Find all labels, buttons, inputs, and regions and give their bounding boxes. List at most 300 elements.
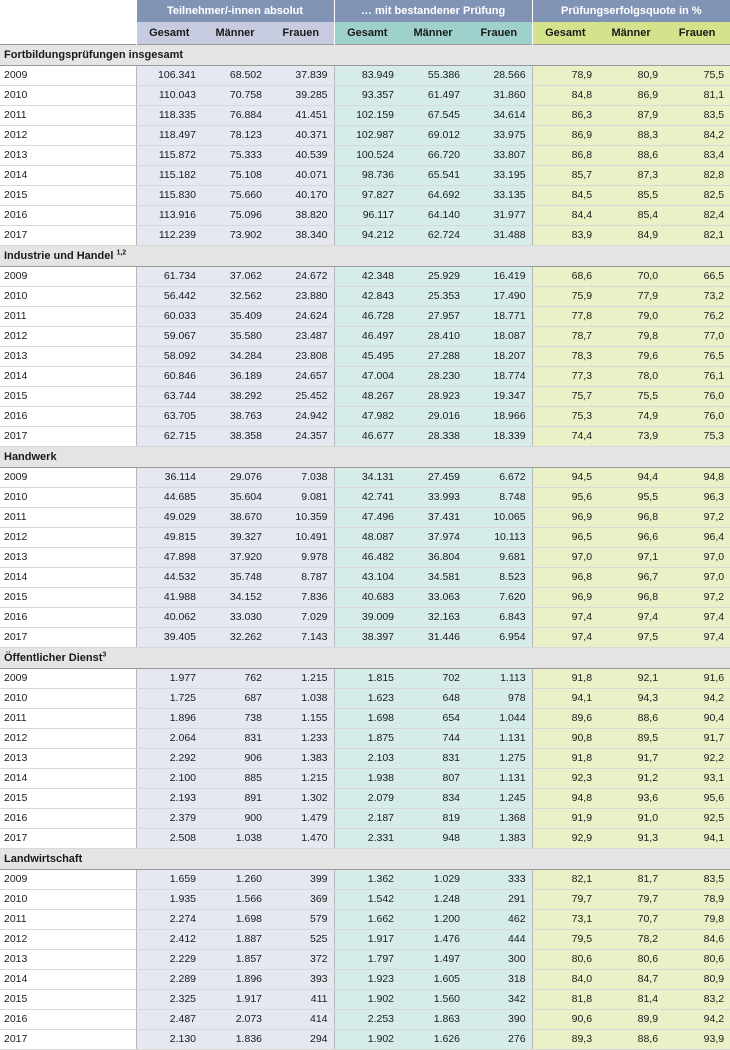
value-cell: 300: [466, 950, 532, 970]
table-row: [0, 930, 730, 950]
year-cell: 2015: [0, 789, 136, 809]
value-cell: 16.419: [466, 267, 532, 287]
value-cell: 2.331: [334, 829, 400, 849]
value-cell: 75,3: [664, 427, 730, 447]
value-cell: 79,6: [598, 347, 664, 367]
table-row: [0, 528, 730, 548]
value-cell: 102.987: [334, 126, 400, 146]
table-row: [0, 206, 730, 226]
value-cell: 75,3: [532, 407, 598, 427]
table-row: [0, 608, 730, 628]
value-cell: 2.103: [334, 749, 400, 769]
table-row: [0, 829, 730, 849]
year-cell: 2010: [0, 86, 136, 106]
value-cell: 6.672: [466, 468, 532, 488]
value-cell: 1.215: [268, 669, 334, 689]
value-cell: 96,8: [598, 508, 664, 528]
value-cell: 75.108: [202, 166, 268, 186]
value-cell: 79,8: [598, 327, 664, 347]
value-cell: 118.335: [136, 106, 202, 126]
value-cell: 34.284: [202, 347, 268, 367]
value-cell: 91,3: [598, 829, 664, 849]
value-cell: 58.092: [136, 347, 202, 367]
value-cell: 82,1: [664, 226, 730, 246]
value-cell: 55.386: [400, 66, 466, 86]
value-cell: 948: [400, 829, 466, 849]
value-cell: 8.748: [466, 488, 532, 508]
table-row: [0, 870, 730, 890]
value-cell: 702: [400, 669, 466, 689]
value-cell: 82,8: [664, 166, 730, 186]
value-cell: 65.541: [400, 166, 466, 186]
year-cell: 2014: [0, 166, 136, 186]
value-cell: 41.988: [136, 588, 202, 608]
section-title-text: Öffentlicher Dienst: [4, 652, 103, 664]
value-cell: 113.916: [136, 206, 202, 226]
year-cell: 2013: [0, 347, 136, 367]
year-cell: 2011: [0, 709, 136, 729]
value-cell: 92,3: [532, 769, 598, 789]
value-cell: 80,9: [664, 970, 730, 990]
value-cell: 1.857: [202, 950, 268, 970]
value-cell: 654: [400, 709, 466, 729]
value-cell: 40.062: [136, 608, 202, 628]
value-cell: 2.412: [136, 930, 202, 950]
section-title: [0, 447, 730, 468]
value-cell: 1.383: [268, 749, 334, 769]
section-header: [0, 648, 730, 669]
value-cell: 89,3: [532, 1030, 598, 1050]
value-cell: 78,9: [664, 890, 730, 910]
section-title-text: Landwirtschaft: [4, 853, 83, 865]
value-cell: 1.875: [334, 729, 400, 749]
value-cell: 37.062: [202, 267, 268, 287]
year-cell: 2011: [0, 307, 136, 327]
year-cell: 2016: [0, 206, 136, 226]
value-cell: 1.200: [400, 910, 466, 930]
value-cell: 73,9: [598, 427, 664, 447]
value-cell: 85,4: [598, 206, 664, 226]
value-cell: 32.262: [202, 628, 268, 648]
section-header: [0, 447, 730, 468]
year-cell: 2009: [0, 669, 136, 689]
value-cell: 97,0: [664, 548, 730, 568]
value-cell: 18.339: [466, 427, 532, 447]
value-cell: 40.071: [268, 166, 334, 186]
year-cell: 2013: [0, 749, 136, 769]
value-cell: 33.195: [466, 166, 532, 186]
value-cell: 84,5: [532, 186, 598, 206]
value-cell: 59.067: [136, 327, 202, 347]
table-row: [0, 407, 730, 427]
value-cell: 24.624: [268, 307, 334, 327]
value-cell: 1.836: [202, 1030, 268, 1050]
col-rate-total: Gesamt: [532, 22, 598, 45]
value-cell: 38.397: [334, 628, 400, 648]
value-cell: 1.887: [202, 930, 268, 950]
value-cell: 1.935: [136, 890, 202, 910]
value-cell: 1.275: [466, 749, 532, 769]
value-cell: 92,9: [532, 829, 598, 849]
value-cell: 1.923: [334, 970, 400, 990]
value-cell: 84,4: [532, 206, 598, 226]
value-cell: 34.152: [202, 588, 268, 608]
value-cell: 77,0: [664, 327, 730, 347]
value-cell: 10.065: [466, 508, 532, 528]
table-row: [0, 488, 730, 508]
value-cell: 411: [268, 990, 334, 1010]
value-cell: 294: [268, 1030, 334, 1050]
value-cell: 75,7: [532, 387, 598, 407]
value-cell: 32.163: [400, 608, 466, 628]
value-cell: 94,4: [598, 468, 664, 488]
value-cell: 97,4: [598, 608, 664, 628]
value-cell: 84,9: [598, 226, 664, 246]
value-cell: 41.451: [268, 106, 334, 126]
value-cell: 46.728: [334, 307, 400, 327]
value-cell: 819: [400, 809, 466, 829]
value-cell: 46.677: [334, 427, 400, 447]
value-cell: 62.724: [400, 226, 466, 246]
value-cell: 648: [400, 689, 466, 709]
year-cell: 2012: [0, 930, 136, 950]
value-cell: 7.038: [268, 468, 334, 488]
value-cell: 1.368: [466, 809, 532, 829]
year-cell: 2009: [0, 267, 136, 287]
value-cell: 89,6: [532, 709, 598, 729]
value-cell: 74,9: [598, 407, 664, 427]
value-cell: 38.820: [268, 206, 334, 226]
header-corner-sub: [0, 22, 136, 45]
value-cell: 17.490: [466, 287, 532, 307]
value-cell: 1.698: [334, 709, 400, 729]
value-cell: 10.491: [268, 528, 334, 548]
table-row: [0, 307, 730, 327]
value-cell: 63.705: [136, 407, 202, 427]
value-cell: 83,2: [664, 990, 730, 1010]
value-cell: 88,6: [598, 146, 664, 166]
value-cell: 1.113: [466, 669, 532, 689]
value-cell: 291: [466, 890, 532, 910]
value-cell: 42.348: [334, 267, 400, 287]
value-cell: 25.929: [400, 267, 466, 287]
value-cell: 23.487: [268, 327, 334, 347]
value-cell: 97,2: [664, 508, 730, 528]
value-cell: 31.488: [466, 226, 532, 246]
table-row: [0, 468, 730, 488]
value-cell: 1.902: [334, 990, 400, 1010]
value-cell: 39.285: [268, 86, 334, 106]
value-cell: 33.030: [202, 608, 268, 628]
value-cell: 73.902: [202, 226, 268, 246]
value-cell: 31.977: [466, 206, 532, 226]
value-cell: 78,0: [598, 367, 664, 387]
year-cell: 2015: [0, 588, 136, 608]
value-cell: 27.459: [400, 468, 466, 488]
value-cell: 96,7: [598, 568, 664, 588]
value-cell: 78,7: [532, 327, 598, 347]
value-cell: 83,5: [664, 106, 730, 126]
value-cell: 91,7: [598, 749, 664, 769]
value-cell: 9.681: [466, 548, 532, 568]
year-cell: 2017: [0, 628, 136, 648]
value-cell: 23.808: [268, 347, 334, 367]
value-cell: 2.193: [136, 789, 202, 809]
value-cell: 49.815: [136, 528, 202, 548]
value-cell: 118.497: [136, 126, 202, 146]
value-cell: 96,3: [664, 488, 730, 508]
year-cell: 2010: [0, 890, 136, 910]
value-cell: 112.239: [136, 226, 202, 246]
value-cell: 64.140: [400, 206, 466, 226]
value-cell: 1.497: [400, 950, 466, 970]
col-passed-men: Männer: [400, 22, 466, 45]
value-cell: 33.975: [466, 126, 532, 146]
value-cell: 91,7: [664, 729, 730, 749]
year-cell: 2017: [0, 427, 136, 447]
value-cell: 34.131: [334, 468, 400, 488]
value-cell: 91,9: [532, 809, 598, 829]
value-cell: 390: [466, 1010, 532, 1030]
value-cell: 86,3: [532, 106, 598, 126]
year-cell: 2016: [0, 809, 136, 829]
year-cell: 2013: [0, 146, 136, 166]
value-cell: 414: [268, 1010, 334, 1030]
value-cell: 64.692: [400, 186, 466, 206]
section-title: [0, 648, 730, 669]
value-cell: 80,6: [598, 950, 664, 970]
value-cell: 28.923: [400, 387, 466, 407]
value-cell: 38.292: [202, 387, 268, 407]
value-cell: 28.566: [466, 66, 532, 86]
table-row: [0, 126, 730, 146]
value-cell: 68.502: [202, 66, 268, 86]
value-cell: 83.949: [334, 66, 400, 86]
value-cell: 33.063: [400, 588, 466, 608]
value-cell: 76.884: [202, 106, 268, 126]
value-cell: 70,0: [598, 267, 664, 287]
value-cell: 75.333: [202, 146, 268, 166]
value-cell: 92,5: [664, 809, 730, 829]
value-cell: 579: [268, 910, 334, 930]
value-cell: 91,8: [532, 669, 598, 689]
value-cell: 1.725: [136, 689, 202, 709]
value-cell: 462: [466, 910, 532, 930]
value-cell: 94,1: [532, 689, 598, 709]
value-cell: 2.274: [136, 910, 202, 930]
value-cell: 2.073: [202, 1010, 268, 1030]
table-row: [0, 66, 730, 86]
value-cell: 38.763: [202, 407, 268, 427]
value-cell: 37.920: [202, 548, 268, 568]
value-cell: 33.135: [466, 186, 532, 206]
year-cell: 2015: [0, 990, 136, 1010]
value-cell: 1.938: [334, 769, 400, 789]
table-row: [0, 890, 730, 910]
year-cell: 2011: [0, 910, 136, 930]
value-cell: 87,3: [598, 166, 664, 186]
value-cell: 42.741: [334, 488, 400, 508]
value-cell: 32.562: [202, 287, 268, 307]
value-cell: 90,8: [532, 729, 598, 749]
value-cell: 1.155: [268, 709, 334, 729]
value-cell: 91,2: [598, 769, 664, 789]
value-cell: 79,5: [532, 930, 598, 950]
value-cell: 1.233: [268, 729, 334, 749]
year-cell: 2017: [0, 226, 136, 246]
year-cell: 2009: [0, 468, 136, 488]
value-cell: 79,7: [598, 890, 664, 910]
value-cell: 47.496: [334, 508, 400, 528]
value-cell: 1.044: [466, 709, 532, 729]
table-row: [0, 347, 730, 367]
value-cell: 93.357: [334, 86, 400, 106]
value-cell: 1.038: [268, 689, 334, 709]
table-row: [0, 669, 730, 689]
col-passed-women: Frauen: [466, 22, 532, 45]
header-group-participants: Teilnehmer/-innen absolut: [136, 0, 334, 22]
table-body: [0, 45, 730, 1050]
value-cell: 29.016: [400, 407, 466, 427]
value-cell: 28.338: [400, 427, 466, 447]
value-cell: 81,4: [598, 990, 664, 1010]
value-cell: 115.182: [136, 166, 202, 186]
section-header: [0, 45, 730, 66]
value-cell: 1.383: [466, 829, 532, 849]
value-cell: 831: [400, 749, 466, 769]
value-cell: 906: [202, 749, 268, 769]
value-cell: 46.497: [334, 327, 400, 347]
value-cell: 84,6: [664, 930, 730, 950]
value-cell: 1.038: [202, 829, 268, 849]
value-cell: 35.604: [202, 488, 268, 508]
year-cell: 2009: [0, 870, 136, 890]
value-cell: 45.495: [334, 347, 400, 367]
value-cell: 47.982: [334, 407, 400, 427]
col-passed-total: Gesamt: [334, 22, 400, 45]
value-cell: 31.860: [466, 86, 532, 106]
year-cell: 2012: [0, 327, 136, 347]
value-cell: 38.340: [268, 226, 334, 246]
value-cell: 9.081: [268, 488, 334, 508]
table-row: [0, 508, 730, 528]
value-cell: 91,0: [598, 809, 664, 829]
value-cell: 86,8: [532, 146, 598, 166]
value-cell: 834: [400, 789, 466, 809]
value-cell: 43.104: [334, 568, 400, 588]
table-row: [0, 990, 730, 1010]
value-cell: 106.341: [136, 66, 202, 86]
value-cell: 1.248: [400, 890, 466, 910]
value-cell: 66,5: [664, 267, 730, 287]
value-cell: 75,5: [598, 387, 664, 407]
value-cell: 10.113: [466, 528, 532, 548]
year-cell: 2016: [0, 1010, 136, 1030]
year-cell: 2010: [0, 287, 136, 307]
table-row: [0, 427, 730, 447]
value-cell: 102.159: [334, 106, 400, 126]
value-cell: 79,7: [532, 890, 598, 910]
table-row: [0, 287, 730, 307]
value-cell: 76,2: [664, 307, 730, 327]
year-cell: 2009: [0, 66, 136, 86]
value-cell: 92,2: [664, 749, 730, 769]
year-cell: 2014: [0, 769, 136, 789]
value-cell: 978: [466, 689, 532, 709]
value-cell: 66.720: [400, 146, 466, 166]
value-cell: 96,6: [598, 528, 664, 548]
value-cell: 97,4: [664, 628, 730, 648]
value-cell: 76,1: [664, 367, 730, 387]
value-cell: 75.660: [202, 186, 268, 206]
value-cell: 93,6: [598, 789, 664, 809]
value-cell: 342: [466, 990, 532, 1010]
value-cell: 97,4: [532, 608, 598, 628]
value-cell: 6.954: [466, 628, 532, 648]
value-cell: 97,1: [598, 548, 664, 568]
value-cell: 1.476: [400, 930, 466, 950]
table-row: [0, 568, 730, 588]
value-cell: 80,6: [664, 950, 730, 970]
value-cell: 2.487: [136, 1010, 202, 1030]
value-cell: 85,7: [532, 166, 598, 186]
value-cell: 96,4: [664, 528, 730, 548]
value-cell: 37.974: [400, 528, 466, 548]
year-cell: 2015: [0, 387, 136, 407]
value-cell: 7.143: [268, 628, 334, 648]
value-cell: 83,5: [664, 870, 730, 890]
value-cell: 7.029: [268, 608, 334, 628]
value-cell: 2.229: [136, 950, 202, 970]
table-row: [0, 789, 730, 809]
value-cell: 1.302: [268, 789, 334, 809]
value-cell: 61.734: [136, 267, 202, 287]
value-cell: 100.524: [334, 146, 400, 166]
value-cell: 60.846: [136, 367, 202, 387]
value-cell: 76,0: [664, 387, 730, 407]
value-cell: 97,0: [532, 548, 598, 568]
year-cell: 2014: [0, 970, 136, 990]
value-cell: 891: [202, 789, 268, 809]
value-cell: 2.100: [136, 769, 202, 789]
value-cell: 318: [466, 970, 532, 990]
value-cell: 1.659: [136, 870, 202, 890]
value-cell: 39.405: [136, 628, 202, 648]
value-cell: 78.123: [202, 126, 268, 146]
value-cell: 69.012: [400, 126, 466, 146]
section-title-text: Handwerk: [4, 451, 57, 463]
value-cell: 7.836: [268, 588, 334, 608]
value-cell: 34.614: [466, 106, 532, 126]
col-participants-total: Gesamt: [136, 22, 202, 45]
header-group-success-rate: Prüfungserfolgsquote in %: [532, 0, 730, 22]
value-cell: 687: [202, 689, 268, 709]
value-cell: 39.327: [202, 528, 268, 548]
table-row: [0, 689, 730, 709]
header-corner: [0, 0, 136, 22]
value-cell: 2.379: [136, 809, 202, 829]
header-group-row: [0, 0, 730, 22]
year-cell: 2015: [0, 186, 136, 206]
value-cell: 1.542: [334, 890, 400, 910]
value-cell: 1.470: [268, 829, 334, 849]
value-cell: 369: [268, 890, 334, 910]
value-cell: 393: [268, 970, 334, 990]
value-cell: 25.452: [268, 387, 334, 407]
value-cell: 84,8: [532, 86, 598, 106]
value-cell: 38.358: [202, 427, 268, 447]
year-cell: 2016: [0, 608, 136, 628]
